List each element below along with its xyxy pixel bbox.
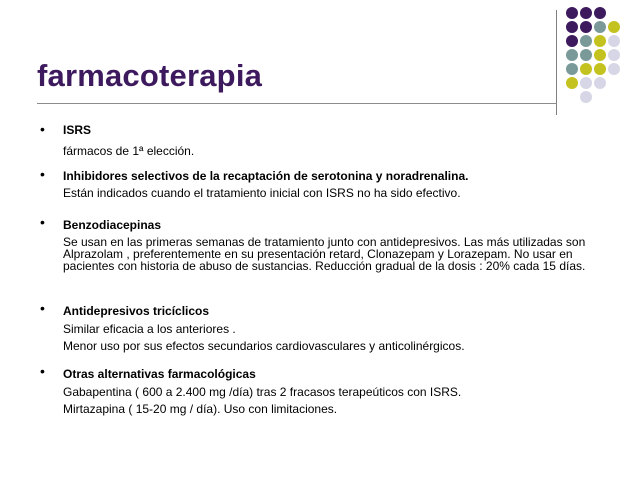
list-item-text: Se usan en las primeras semanas de tratamiento junto con antidepresivos. Las más utilizadas son Alprazolam , preferentemente en su presentación retard, Clonazepam y Lorazepam. No usar en pacientes con historia de abuso de sustancias. Reducción gradual de la dosis : 20% cada 15 días. <box>63 235 586 273</box>
list-item-title: Benzodiacepinas <box>63 218 162 232</box>
list-item-text: Similar eficacia a los anteriores . <box>63 322 236 336</box>
list-item-text: Están indicados cuando el tratamiento inicial con ISRS no ha sido efectivo. <box>63 186 461 200</box>
bullet-icon: • <box>40 121 45 137</box>
bullet-icon: • <box>40 214 45 230</box>
list-item-title: Otras alternativas farmacológicas <box>63 367 256 381</box>
list-item-title: Antidepresivos tricíclicos <box>63 304 210 318</box>
list-item-text: Mirtazapina ( 15-20 mg / día). Uso con limitaciones. <box>63 402 338 416</box>
list-item-text: fármacos de 1ª elección. <box>63 144 195 158</box>
bullet-icon: • <box>40 166 45 182</box>
slide-title: farmacoterapia <box>37 58 263 93</box>
bullet-icon: • <box>40 300 45 316</box>
list-item-text: Menor uso por sus efectos secundarios cardiovasculares y anticolinérgicos. <box>63 339 465 353</box>
list-item-title: ISRS <box>63 123 92 137</box>
list-item-title: Inhibidores selectivos de la recaptación de serotonina y noradrenalina. <box>63 169 469 183</box>
bullet-icon: • <box>40 363 45 379</box>
list-item-text: Gabapentina ( 600 a 2.400 mg /día) tras 2 fracasos terapeúticos con ISRS. <box>63 385 462 399</box>
